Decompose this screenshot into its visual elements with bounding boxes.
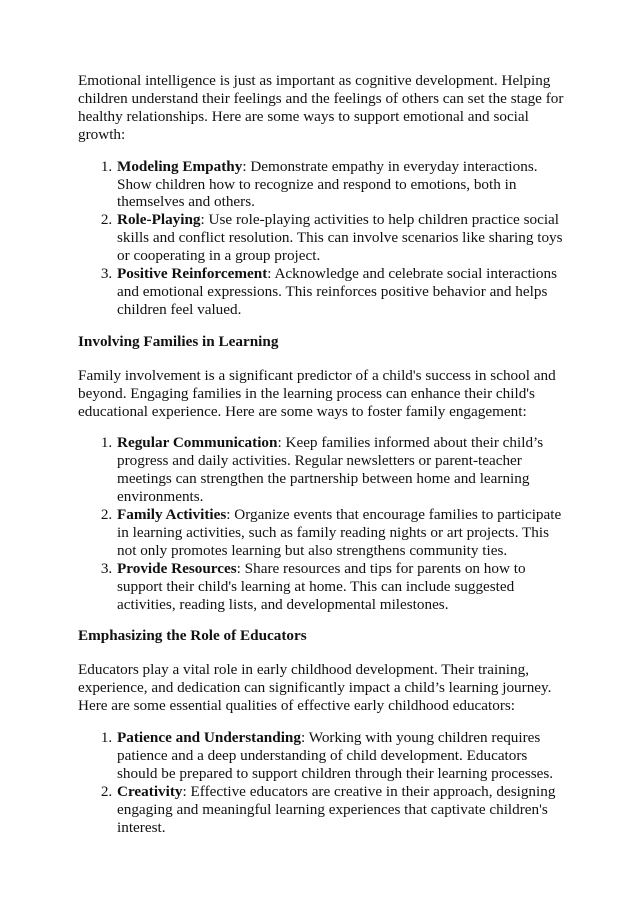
- list-item-term: Regular Communication: [117, 434, 278, 452]
- list-item-text: : Share resources and tips for parents on how to support their child's learning at home. This can include suggested activities, reading lists, and developmental milestones.: [117, 559, 526, 613]
- section-heading-families: Involving Families in Learning: [78, 332, 279, 350]
- list-item: [116, 265, 568, 319]
- list-item-term: Provide Resources: [117, 559, 237, 577]
- list-item: [116, 729, 568, 783]
- list-item: [116, 158, 568, 212]
- list-item: [116, 560, 568, 614]
- families-paragraph: Family involvement is a significant predictor of a child's success in school and beyond. Engaging families in the learning process can enhance their child's educational experience. Here are some ways to foster family engagement:: [78, 366, 556, 420]
- educators-paragraph: Educators play a vital role in early childhood development. Their training, experience, and dedication can significantly impact a child’s learning journey. Here are some essential qualities of effective early childhood educators:: [78, 661, 552, 715]
- list-item-term: Creativity: [117, 782, 183, 800]
- list-item-text: : Use role-playing activities to help children practice social skills and conflict resolution. This can involve scenarios like sharing toys or cooperating in a group project.: [117, 211, 563, 265]
- list-item-text: : Organize events that encourage families to participate in learning activities, such as family reading nights or art projects. This not only promotes learning but also strengthens community ties.: [117, 506, 562, 559]
- emotional-growth-list: [78, 158, 568, 319]
- list-item-term: Modeling Empathy: [117, 157, 243, 175]
- document-page: [78, 72, 568, 851]
- list-item-term: Patience and Understanding: [117, 729, 301, 747]
- list-item: [116, 783, 568, 837]
- section-heading-educators: Emphasizing the Role of Educators: [78, 627, 307, 645]
- list-item-text: : Working with young children requires patience and a deep understanding of child development. Educators should be prepared to support children through their learning processes.: [117, 729, 554, 782]
- list-item-text: : Effective educators are creative in their approach, designing engaging and meaningful learning experiences that captivate children's interest.: [117, 782, 556, 836]
- family-engagement-list: [78, 434, 568, 613]
- list-item-text: : Acknowledge and celebrate social interactions and emotional expressions. This reinforces positive behavior and helps children feel valued.: [117, 265, 557, 318]
- list-item-text: : Keep families informed about their child’s progress and daily activities. Regular newsletters or parent-teacher meetings can strengthen the partnership between home and learning environments.: [117, 434, 544, 506]
- list-item-text: : Demonstrate empathy in everyday interactions. Show children how to recognize and respond to emotions, both in themselves and others.: [117, 157, 538, 211]
- list-item-term: Positive Reinforcement: [117, 265, 268, 283]
- list-item-term: Family Activities: [117, 506, 227, 524]
- list-item: [116, 506, 568, 560]
- list-item-term: Role-Playing: [117, 211, 201, 229]
- intro-paragraph: Emotional intelligence is just as important as cognitive development. Helping children understand their feelings and the feelings of others can set the stage for healthy relationships. Here are some ways to support emotional and social growth:: [78, 72, 564, 143]
- educator-qualities-list: [78, 729, 568, 836]
- list-item: [116, 434, 568, 506]
- list-item: [116, 211, 568, 265]
